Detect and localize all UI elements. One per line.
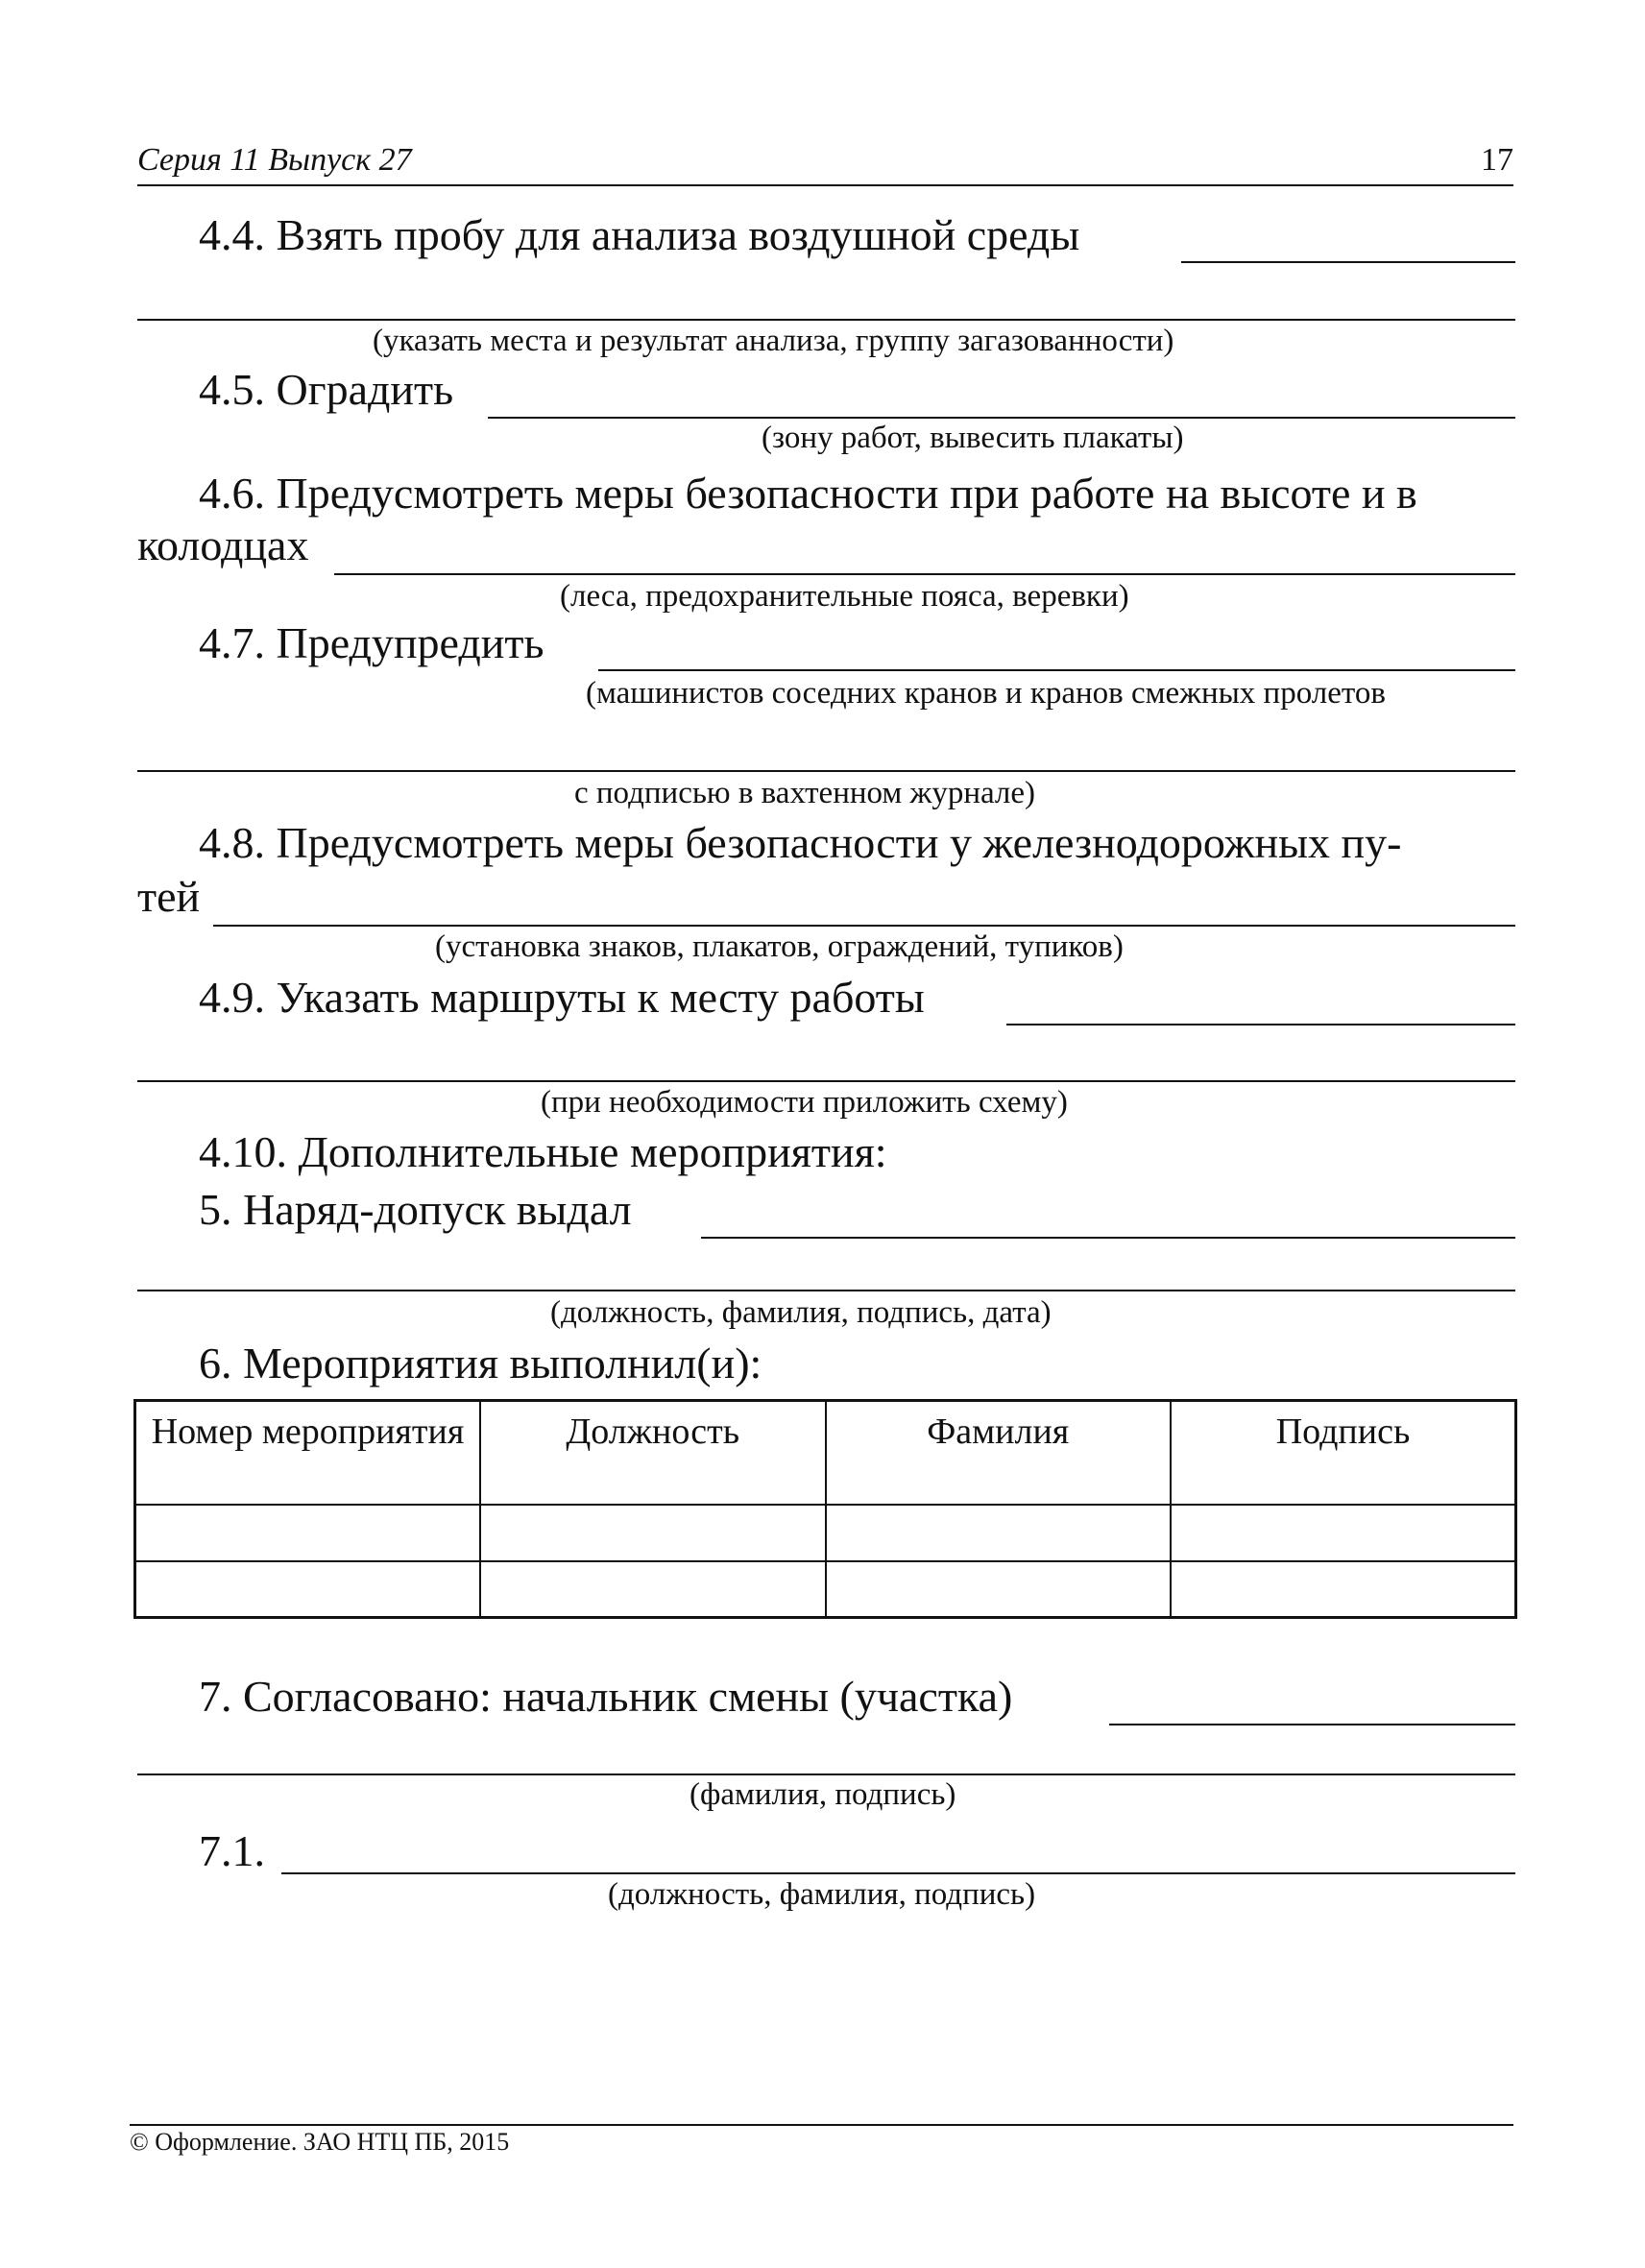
item-4-7-hint-line1: (машинистов соседних кранов и кранов смежных пролетов (586, 676, 1386, 711)
col-header-surname: Фамилия (826, 1401, 1172, 1506)
item-5-hint: (должность, фамилия, подпись, дата) (550, 1295, 1052, 1330)
item-7-label: 7. Согласовано: начальник смены (участка) (199, 1672, 1013, 1721)
item-4-7-fill-line-2 (137, 770, 1515, 772)
item-4-5-fill-line (488, 417, 1515, 419)
item-4-9-fill-line (1006, 1024, 1515, 1025)
item-7-fill-line-2 (137, 1773, 1515, 1775)
item-4-5-hint: (зону работ, вывесить плакаты) (762, 421, 1184, 455)
table-header-row (135, 1401, 1516, 1506)
header-divider (137, 184, 1513, 186)
item-5-fill-line (701, 1237, 1515, 1239)
item-7-hint: (фамилия, подпись) (689, 1777, 956, 1812)
item-4-9-hint: (при необходимости приложить схему) (541, 1085, 1068, 1120)
item-7-1-hint: (должность, фамилия, подпись) (608, 1877, 1036, 1912)
item-4-8-label-line2: тей (137, 872, 201, 921)
table-row (135, 1561, 1516, 1618)
table-cell (826, 1561, 1172, 1618)
col-header-position: Должность (480, 1401, 826, 1506)
item-4-7-hint-line2: с подписью в вахтенном журнале) (574, 776, 1036, 810)
item-4-7-fill-line (598, 669, 1515, 671)
table-cell (480, 1505, 826, 1561)
item-5-fill-line-2 (137, 1290, 1515, 1291)
item-4-10-label: 4.10. Дополнительные мероприятия: (199, 1127, 887, 1176)
item-4-6-fill-line (334, 573, 1515, 575)
item-4-4-fill-line-2 (137, 319, 1515, 321)
item-4-8-hint: (установка знаков, плакатов, ограждений, тупиков) (435, 929, 1124, 964)
table-cell (1171, 1505, 1516, 1561)
table-row (135, 1505, 1516, 1561)
measures-table (133, 1399, 1517, 1619)
page-number: 17 (1481, 142, 1513, 178)
item-6-label: 6. Мероприятия выполнил(и): (199, 1339, 762, 1387)
item-4-6-label-line1: 4.6. Предусмотреть меры безопасности при работе на высоте и в (199, 469, 1417, 518)
table-cell (135, 1505, 481, 1561)
col-header-measure-number: Номер мероприятия (135, 1401, 481, 1506)
table-cell (1171, 1561, 1516, 1618)
item-4-4-label: 4.4. Взять пробу для анализа воздушной среды (199, 210, 1080, 259)
item-7-1-label: 7.1. (199, 1826, 265, 1875)
item-4-8-label-line1: 4.8. Предусмотреть меры безопасности у железнодорожных пу- (199, 818, 1402, 867)
footer-copyright: © Оформление. ЗАО НТЦ ПБ, 2015 (130, 2128, 510, 2156)
item-4-6-label-line2: колодцах (137, 520, 309, 569)
table-cell (826, 1505, 1172, 1561)
item-4-4-fill-line (1181, 261, 1515, 263)
item-7-fill-line (1109, 1724, 1515, 1725)
table-cell (135, 1561, 481, 1618)
item-7-1-fill-line (281, 1872, 1515, 1874)
item-4-4-hint: (указать места и результат анализа, группу загазованности) (373, 324, 1174, 358)
col-header-signature: Подпись (1171, 1401, 1516, 1506)
item-4-9-fill-line-2 (137, 1080, 1515, 1082)
item-4-6-hint: (леса, предохранительные пояса, веревки) (560, 579, 1129, 614)
running-header-series: Серия 11 Выпуск 27 (137, 142, 412, 178)
item-4-8-fill-line (213, 925, 1515, 927)
item-5-label: 5. Наряд-допуск выдал (199, 1185, 632, 1234)
table-cell (480, 1561, 826, 1618)
footer-divider (130, 2124, 1513, 2126)
item-4-7-label: 4.7. Предупредить (199, 618, 544, 667)
item-4-9-label: 4.9. Указать маршруты к месту работы (199, 973, 925, 1022)
item-4-5-label: 4.5. Оградить (199, 365, 454, 414)
